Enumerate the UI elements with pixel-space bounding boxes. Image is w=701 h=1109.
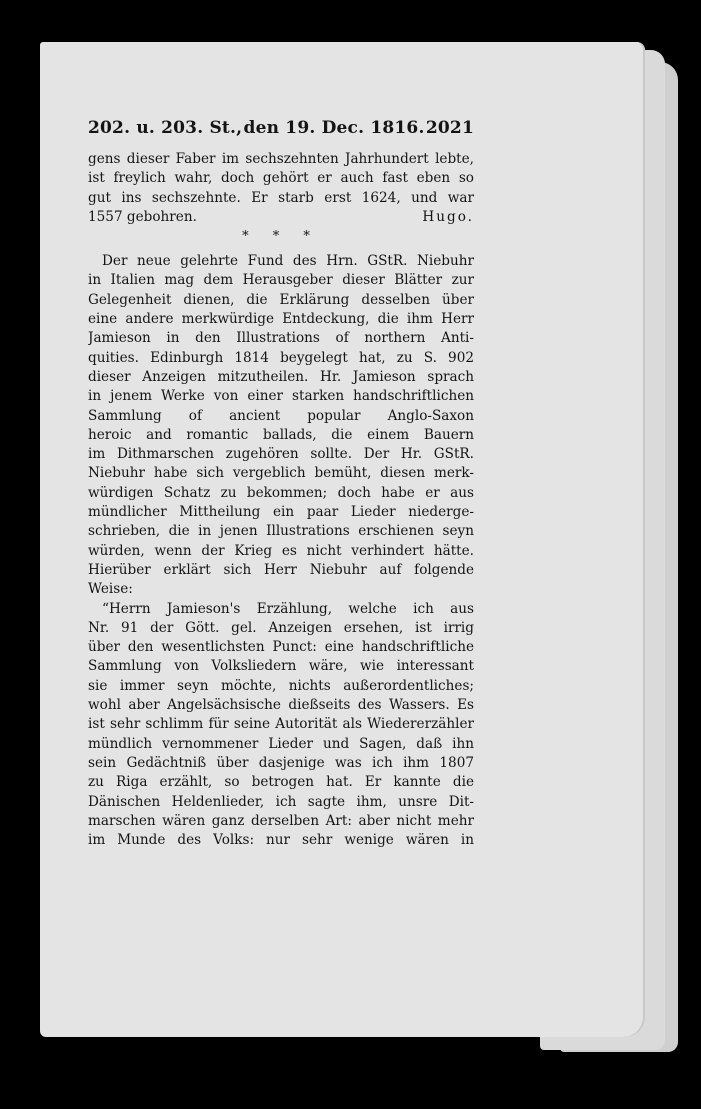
text-line: Nr. 91 der Gött. gel. Anzeigen ersehen, ist irrig: [88, 619, 474, 636]
signature-line: [88, 208, 474, 227]
text-line: über den wesentlichsten Punct: eine handschriftliche: [88, 639, 474, 656]
text-line: im Dithmarschen zugehören sollte. Der Hr. GStR.: [88, 446, 474, 463]
issue-reference: 202. u. 203. St.,: [88, 118, 243, 138]
text-line: mündlicher Mittheilung ein paar Lieder niederge-: [88, 504, 474, 521]
text-line: marschen wären ganz derselben Art: aber nicht mehr: [88, 812, 474, 829]
text-line: würden, wenn der Krieg es nicht verhindert hätte.: [88, 542, 474, 559]
text-line: schrieben, die in jenen Illustrations erschienen seyn: [88, 523, 474, 540]
text-line: Weise:: [88, 581, 133, 598]
text-line: heroic and romantic ballads, die einem Bauern: [88, 426, 474, 443]
issue-date: den 19. Dec. 1816.: [243, 118, 425, 138]
text-line: wohl aber Angelsächsische dießseits des Wassers. Es: [88, 697, 474, 714]
text-line: “Herrn Jamieson's Erzählung, welche ich aus: [102, 600, 474, 617]
text-line: Sammlung von Volksliedern wäre, wie interessant: [88, 658, 474, 675]
text-line: würdigen Schatz zu bekommen; doch habe er aus: [88, 484, 474, 501]
page-number: 2021: [425, 118, 474, 138]
text-line: Dänischen Heldenlieder, ich sagte ihm, unsre Dit-: [88, 793, 474, 810]
text-line: Der neue gelehrte Fund des Hrn. GStR. Niebuhr: [102, 253, 474, 270]
text-line: zu Riga erzählt, so betrogen hat. Er kannte die: [88, 774, 474, 791]
author-signature: Hugo.: [422, 208, 474, 225]
paragraph-2: [88, 252, 474, 599]
text-line: sie immer seyn möchte, nichts außerordentliches;: [88, 677, 474, 694]
page-content: [88, 118, 474, 850]
text-line: eine andere merkwürdige Entdeckung, die ihm Herr: [88, 311, 474, 328]
running-header: [88, 118, 474, 138]
paragraph-1: [88, 150, 474, 227]
text-line: ist sehr schlimm für seine Autorität als Wiedererzähler: [88, 716, 474, 733]
text-line: gut ins sechszehnte. Er starb erst 1624, und war: [88, 189, 474, 206]
text-line: Sammlung of ancient popular Anglo-Saxon: [88, 407, 474, 424]
text-line: quities. Edinburgh 1814 beygelegt hat, zu S. 902: [88, 349, 474, 366]
text-line: Gelegenheit dienen, die Erklärung desselben über: [88, 291, 474, 308]
text-line: im Munde des Volks: nur sehr wenige wären in: [88, 832, 474, 849]
text-line: mündlich vernommener Lieder und Sagen, daß ihn: [88, 735, 474, 752]
paragraph-3-quote: [88, 600, 474, 851]
text-line: in jenem Werke von einer starken handschriftlichen: [88, 388, 474, 405]
text-line: 1557 gebohren.: [88, 208, 197, 225]
text-line: Niebuhr habe sich vergeblich bemüht, diesen merk-: [88, 465, 474, 482]
text-line: Jamieson in den Illustrations of northern Anti-: [88, 330, 474, 347]
text-line: ist freylich wahr, doch gehört er auch fast eben so: [88, 170, 474, 187]
section-separator: * * *: [242, 229, 320, 245]
text-line: dieser Anzeigen mitzutheilen. Hr. Jamieson sprach: [88, 368, 474, 385]
text-line: Hierüber erklärt sich Herr Niebuhr auf folgende: [88, 561, 474, 578]
text-line: in Italien mag dem Herausgeber dieser Blätter zur: [88, 272, 474, 289]
text-line: sein Gedächtniß über dasjenige was ich ihm 1807: [88, 754, 474, 771]
text-line: gens dieser Faber im sechszehnten Jahrhundert lebte,: [88, 151, 474, 167]
